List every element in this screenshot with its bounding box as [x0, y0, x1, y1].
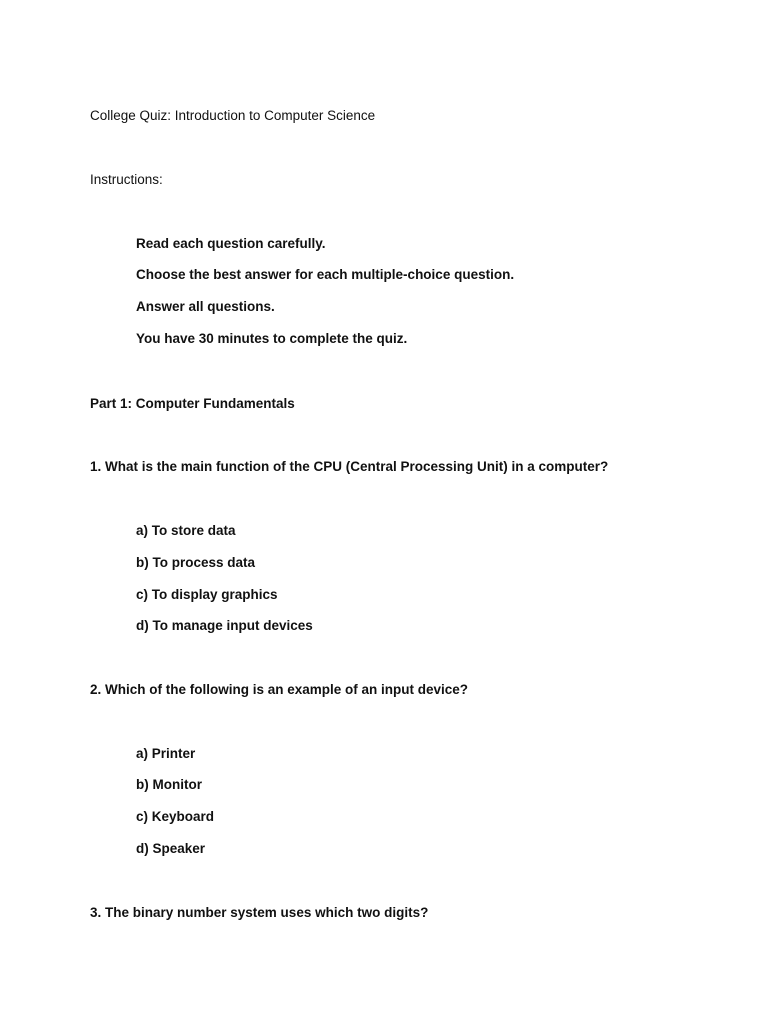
part-heading: Part 1: Computer Fundamentals: [90, 396, 295, 411]
answer-option: b) Monitor: [136, 777, 202, 792]
quiz-title: College Quiz: Introduction to Computer Science: [90, 108, 376, 123]
question-text: 2. Which of the following is an example of an input device?: [90, 682, 469, 697]
answer-option: c) Keyboard: [136, 809, 215, 824]
question-text: 1. What is the main function of the CPU (Central Processing Unit) in a computer?: [90, 459, 609, 474]
instructions-heading: Instructions:: [90, 172, 163, 187]
answer-option: c) To display graphics: [136, 587, 278, 602]
instruction-item: Answer all questions.: [136, 299, 275, 314]
answer-option: d) Speaker: [136, 841, 206, 856]
instruction-item: You have 30 minutes to complete the quiz.: [136, 331, 408, 346]
question-text: 3. The binary number system uses which two digits?: [90, 905, 429, 920]
instruction-item: Choose the best answer for each multiple-choice question.: [136, 267, 515, 282]
answer-option: d) To manage input devices: [136, 618, 313, 633]
answer-option: a) To store data: [136, 523, 236, 538]
answer-option: b) To process data: [136, 555, 256, 570]
answer-option: a) Printer: [136, 746, 196, 761]
instruction-item: Read each question carefully.: [136, 236, 326, 251]
